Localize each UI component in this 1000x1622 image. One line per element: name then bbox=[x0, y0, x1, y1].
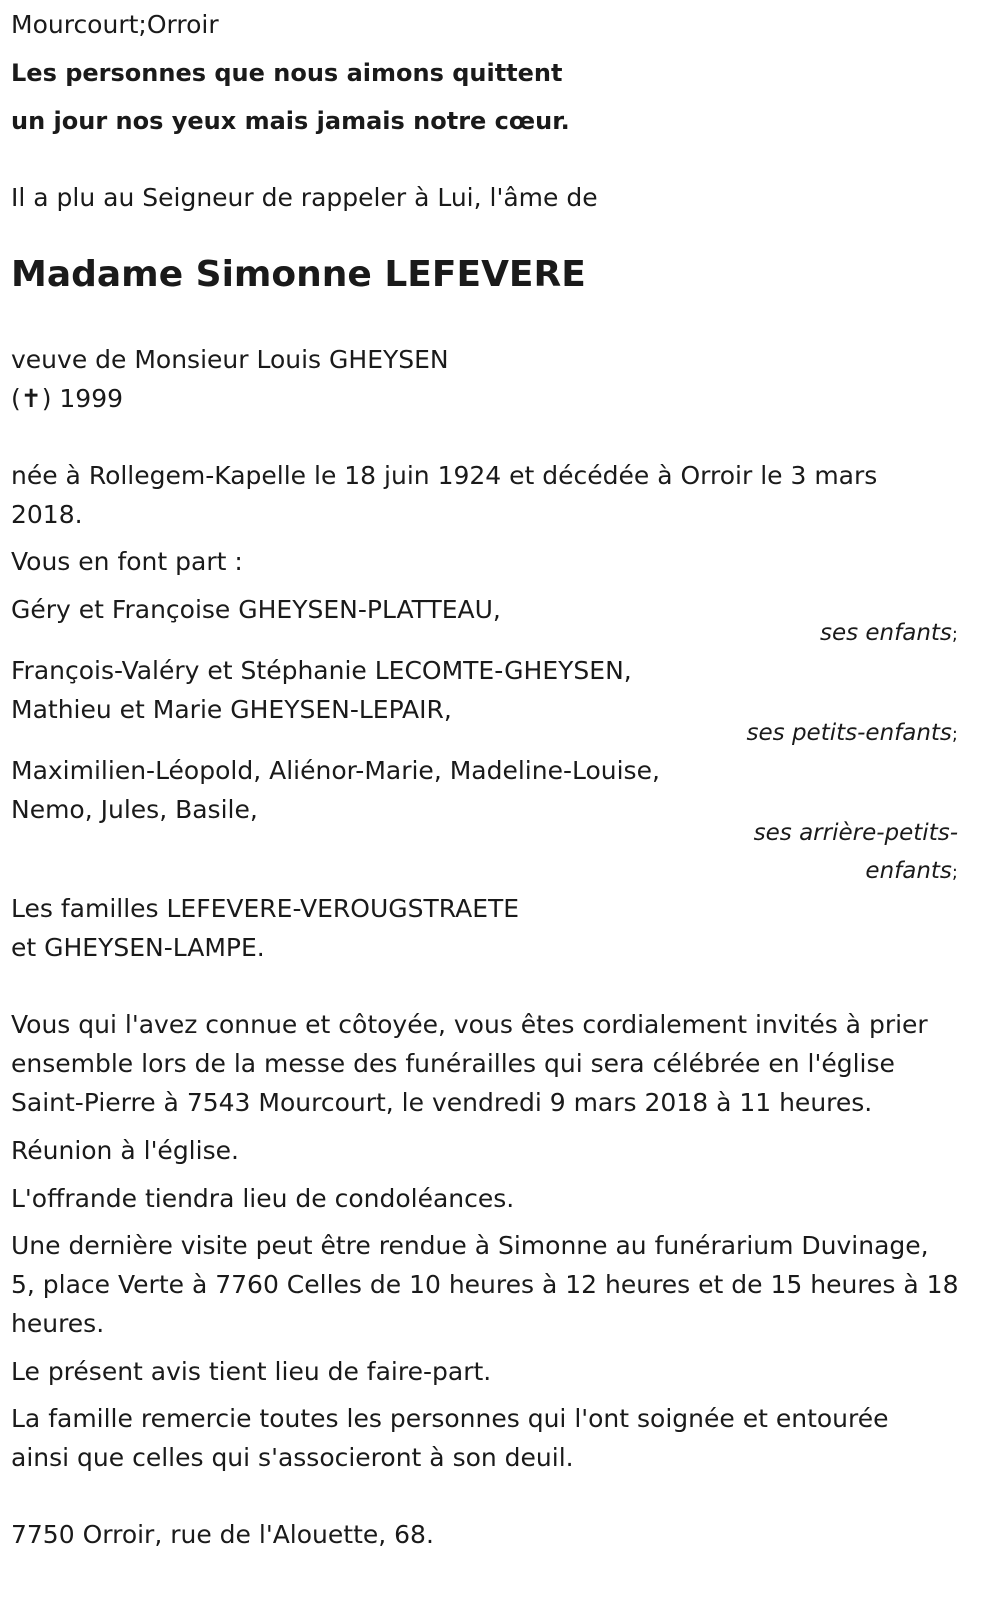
role-separator: ; bbox=[951, 724, 958, 745]
widow-of: veuve de Monsieur Louis GHEYSEN bbox=[11, 345, 449, 374]
spouse-death-year: (✝) 1999 bbox=[11, 384, 124, 413]
meeting-text: Réunion à l'église. bbox=[11, 1136, 239, 1165]
grandchildren-role bbox=[747, 714, 958, 754]
great-grandchildren-role-1: ses arrière-petits- bbox=[753, 820, 958, 846]
great-grandchildren-role-2 bbox=[865, 852, 958, 892]
offering-text: L'offrande tiendra lieu de condoléances. bbox=[11, 1184, 515, 1213]
families-line-1: Les familles LEFEVERE-VEROUGSTRAETE bbox=[11, 894, 520, 923]
notice-text: Le présent avis tient lieu de faire-part. bbox=[11, 1357, 492, 1386]
birth-death-line-2: 2018. bbox=[11, 500, 83, 529]
visit-text-1: Une dernière visite peut être rendue à Simonne au funérarium Duvinage, bbox=[11, 1231, 929, 1260]
deceased-name: Madame Simonne LEFEVERE bbox=[11, 254, 586, 295]
great-grandchildren-role-label: enfants bbox=[865, 858, 952, 884]
great-grandchildren-names-2: Nemo, Jules, Basile, bbox=[11, 795, 258, 824]
grandchildren-names-2: Mathieu et Marie GHEYSEN-LEPAIR, bbox=[11, 695, 452, 724]
quote-line-2: un jour nos yeux mais jamais notre cœur. bbox=[11, 107, 570, 135]
intro-text: Il a plu au Seigneur de rappeler à Lui, l'âme de bbox=[11, 183, 598, 212]
thanks-text-1: La famille remercie toutes les personnes qui l'ont soignée et entourée bbox=[11, 1404, 889, 1433]
birth-death-line-1: née à Rollegem-Kapelle le 18 juin 1924 et décédée à Orroir le 3 mars bbox=[11, 461, 878, 490]
ceremony-text-1: Vous qui l'avez connue et côtoyée, vous êtes cordialement invités à prier bbox=[11, 1010, 928, 1039]
families-line-2: et GHEYSEN-LAMPE. bbox=[11, 933, 265, 962]
children-role-label: ses enfants bbox=[819, 620, 952, 646]
ceremony-text-2: ensemble lors de la messe des funérailles qui sera célébrée en l'église bbox=[11, 1049, 895, 1078]
grandchildren-names-1: François-Valéry et Stéphanie LECOMTE-GHEYSEN, bbox=[11, 656, 632, 685]
thanks-text-2: ainsi que celles qui s'associeront à son deuil. bbox=[11, 1443, 574, 1472]
announce-text: Vous en font part : bbox=[11, 547, 243, 576]
grandchildren-role-label: ses petits-enfants bbox=[746, 720, 952, 746]
places-header: Mourcourt;Orroir bbox=[11, 10, 219, 39]
role-separator: ; bbox=[951, 862, 958, 883]
address-text: 7750 Orroir, rue de l'Alouette, 68. bbox=[11, 1520, 434, 1549]
quote-line-1: Les personnes que nous aimons quittent bbox=[11, 59, 563, 87]
visit-text-2: 5, place Verte à 7760 Celles de 10 heures à 12 heures et de 15 heures à 18 bbox=[11, 1270, 959, 1299]
great-grandchildren-names-1: Maximilien-Léopold, Aliénor-Marie, Madeline-Louise, bbox=[11, 756, 660, 785]
children-names: Géry et Françoise GHEYSEN-PLATTEAU, bbox=[11, 595, 501, 624]
children-role bbox=[820, 614, 958, 654]
role-separator: ; bbox=[951, 624, 958, 645]
ceremony-text-3: Saint-Pierre à 7543 Mourcourt, le vendredi 9 mars 2018 à 11 heures. bbox=[11, 1088, 873, 1117]
visit-text-3: heures. bbox=[11, 1309, 105, 1338]
